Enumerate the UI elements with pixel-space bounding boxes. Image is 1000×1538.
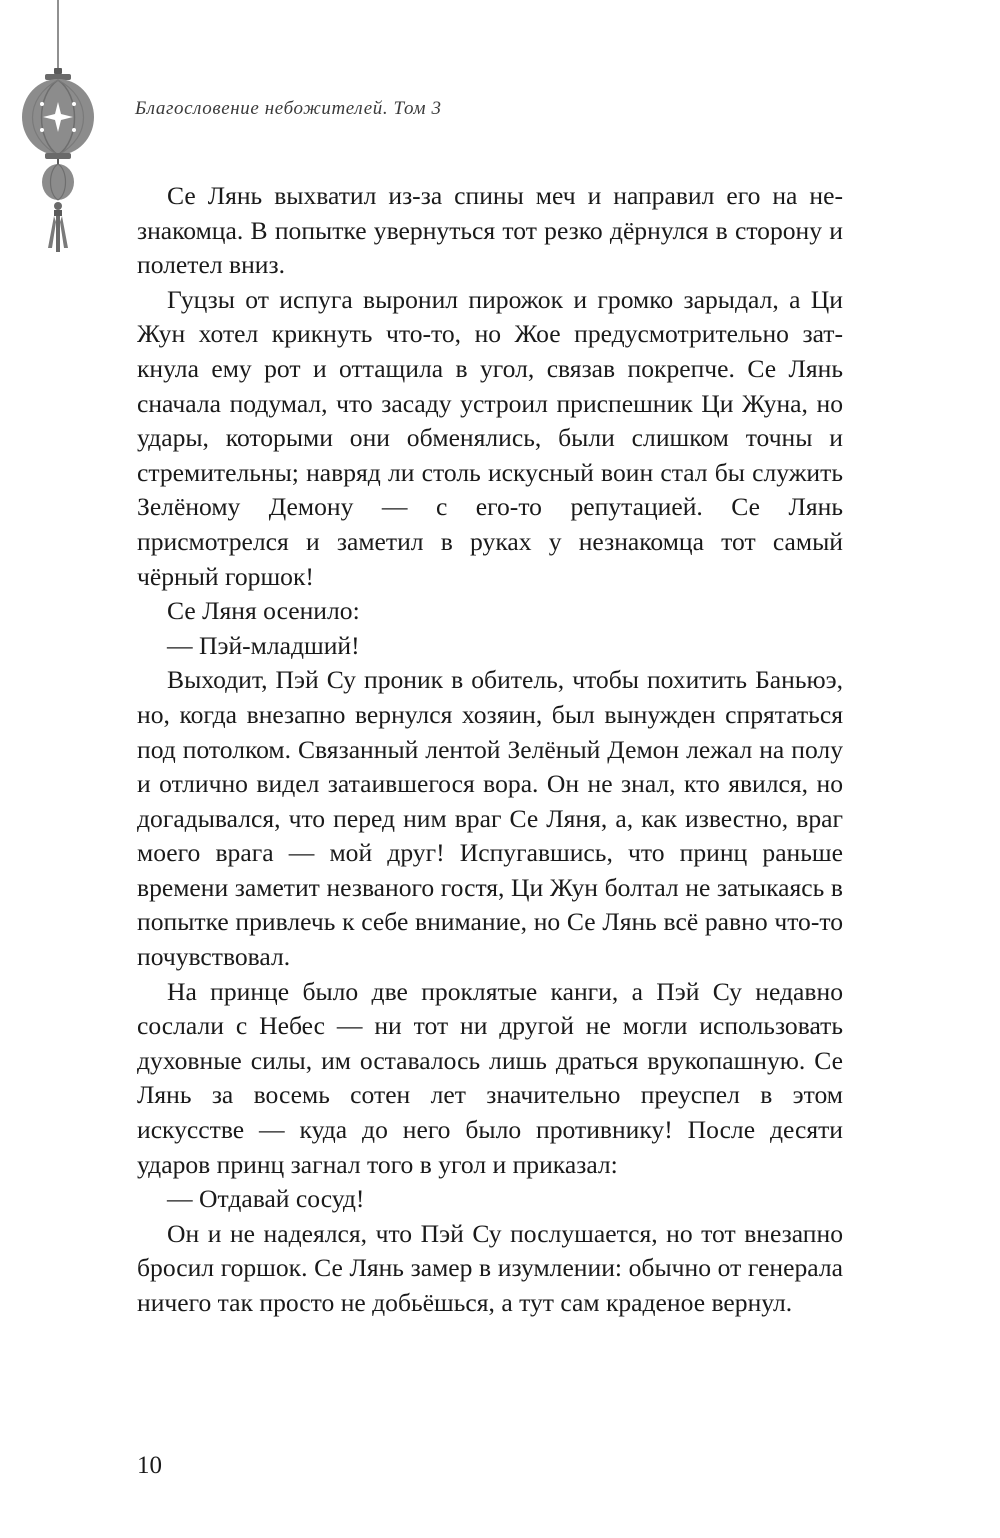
paragraph: Се Ляня осенило: [167, 596, 360, 626]
paragraph: На принце было две проклятые канги, а Пэй Су недавно сослали с Небес — ни тот ни другой не могли использовать духовные силы, им оставалось лишь драться врукопашную. Се Лянь за восемь сотен лет значительно преуспел в этом искусстве — куда до него было противнику! После десяти ударов принц загнал того в угол и приказал: [137, 976, 843, 1179]
running-head: Благословение небожителей. Том 3 [135, 98, 442, 119]
chinese-lantern-icon [18, 0, 98, 260]
body-text [137, 179, 843, 1321]
paragraph: Выходит, Пэй Су проник в обитель, чтобы похитить Баньюэ, но, когда внезапно вернулся хозяин, был вынужден спрятаться под потолком. Связанный лентой Зелёный Демон лежал на полу и отлично видел затаившегося вора. Он не знал, кто явился, но догадывался, что перед ним враг Се Ляня, а, как известно, враг моего врага — мой друг! Испугавшись, что принц раньше времени заметит незваного гостя, Ци Жун болтал не затыкаясь в попытке привлечь к себе внимание, но Се Лянь всё равно что-то почувствовал. [137, 665, 843, 972]
paragraph: Гуцзы от испуга выронил пирожок и громко зарыдал, а Ци Жун хотел крикнуть что-то, но Жое предусмотрительно заткнула ему рот и оттащила в угол, связав покрепче. Се Лянь сначала подумал, что засаду устроил приспешник Ци Жуна, но удары, которыми они обменялись, были слишком точны и стремительны; навряд ли столь искусный воин стал бы служить Зелёному Демону — с его-то репутацией. Се Лянь присмотрелся и заметил в руках у незнакомца тот самый чёрный горшок! [137, 284, 843, 591]
dialogue-line: — Пэй-младший! [167, 630, 360, 660]
paragraph: Се Лянь выхватил из-за спины меч и направил его на незнакомца. В попытке увернуться тот резко дёрнулся в сторону и полетел вниз. [137, 181, 843, 280]
paragraph: Он и не надеялся, что Пэй Су послушается, но тот внезапно бросил горшок. Се Лянь замер в изумлении: обычно от генерала ничего так просто не добьёшься, а тут сам краденое вернул. [137, 1218, 843, 1317]
dialogue-line: — Отдавай сосуд! [167, 1184, 365, 1214]
page-number: 10 [137, 1452, 162, 1479]
